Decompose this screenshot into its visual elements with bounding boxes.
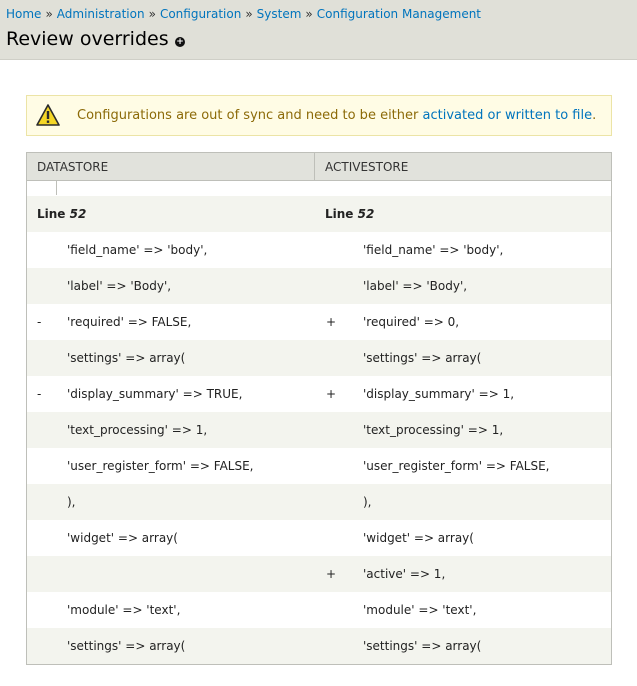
activestore-code: 'widget' => array( bbox=[363, 531, 474, 545]
breadcrumb-separator: » bbox=[148, 7, 156, 21]
table-row bbox=[27, 448, 611, 484]
activestore-code: 'text_processing' => 1, bbox=[363, 423, 504, 437]
datastore-diff-marker: - bbox=[37, 387, 42, 401]
activestore-code: 'required' => 0, bbox=[363, 315, 460, 329]
activestore-code: 'settings' => array( bbox=[363, 639, 482, 653]
activestore-diff-marker: + bbox=[326, 387, 337, 401]
datastore-code: 'field_name' => 'body', bbox=[67, 243, 208, 257]
table-row bbox=[27, 268, 611, 304]
line-number-row bbox=[27, 196, 611, 232]
activated-link[interactable]: activated bbox=[422, 108, 484, 123]
activestore-code: 'field_name' => 'body', bbox=[363, 243, 504, 257]
datastore-code: 'label' => 'Body', bbox=[67, 279, 172, 293]
diff-table bbox=[26, 152, 612, 665]
datastore-code: 'settings' => array( bbox=[67, 351, 186, 365]
activestore-code: 'display_summary' => 1, bbox=[363, 387, 515, 401]
activestore-header: ACTIVESTORE bbox=[325, 160, 409, 174]
breadcrumb bbox=[6, 7, 481, 21]
datastore-code: 'user_register_form' => FALSE, bbox=[67, 459, 254, 473]
breadcrumb-configuration-management[interactable]: Configuration Management bbox=[316, 7, 482, 21]
table-row bbox=[27, 628, 611, 664]
table-row bbox=[27, 556, 611, 592]
breadcrumb-configuration[interactable]: Configuration bbox=[159, 7, 242, 21]
breadcrumb-administration[interactable]: Administration bbox=[56, 7, 145, 21]
table-row bbox=[27, 304, 611, 340]
page-header bbox=[0, 0, 637, 60]
warning-icon bbox=[36, 104, 60, 126]
written-to-file-link[interactable]: written to file bbox=[504, 108, 593, 123]
activestore-code: 'active' => 1, bbox=[363, 567, 446, 581]
activestore-code: 'user_register_form' => FALSE, bbox=[363, 459, 550, 473]
warning-text bbox=[77, 108, 596, 123]
add-shortcut-icon[interactable]: + bbox=[176, 37, 184, 47]
warning-period: . bbox=[592, 108, 597, 123]
page-title: Review overrides bbox=[6, 28, 169, 50]
table-row bbox=[27, 412, 611, 448]
table-row bbox=[27, 232, 611, 268]
datastore-code: 'widget' => array( bbox=[67, 531, 178, 545]
datastore-header: DATASTORE bbox=[37, 160, 109, 174]
datastore-code: ), bbox=[67, 495, 76, 509]
table-row bbox=[27, 376, 611, 412]
or-link-text[interactable]: or bbox=[487, 108, 501, 123]
activestore-line-number: Line 52 bbox=[325, 207, 375, 221]
datastore-code: 'module' => 'text', bbox=[67, 603, 181, 617]
activestore-code: 'module' => 'text', bbox=[363, 603, 477, 617]
header-divider bbox=[314, 153, 315, 180]
datastore-diff-marker: - bbox=[37, 315, 42, 329]
datastore-code: 'settings' => array( bbox=[67, 639, 186, 653]
table-row bbox=[27, 592, 611, 628]
table-header bbox=[27, 153, 611, 181]
breadcrumb-separator: » bbox=[45, 7, 53, 21]
datastore-code: 'required' => FALSE, bbox=[67, 315, 192, 329]
activestore-diff-marker: + bbox=[326, 567, 337, 581]
breadcrumb-system[interactable]: System bbox=[256, 7, 302, 21]
activestore-code: ), bbox=[363, 495, 372, 509]
activestore-code: 'label' => 'Body', bbox=[363, 279, 468, 293]
datastore-code: 'text_processing' => 1, bbox=[67, 423, 208, 437]
activestore-diff-marker: + bbox=[326, 315, 337, 329]
table-row bbox=[27, 520, 611, 556]
table-row bbox=[27, 484, 611, 520]
breadcrumb-separator: » bbox=[245, 7, 253, 21]
breadcrumb-separator: » bbox=[305, 7, 313, 21]
warning-message-text: Configurations are out of sync and need to be either bbox=[77, 108, 419, 123]
datastore-line-number: Line 52 bbox=[37, 207, 87, 221]
warning-message bbox=[26, 95, 612, 136]
diff-spacer bbox=[56, 181, 57, 195]
activestore-code: 'settings' => array( bbox=[363, 351, 482, 365]
breadcrumb-home[interactable]: Home bbox=[6, 7, 42, 21]
datastore-code: 'display_summary' => TRUE, bbox=[67, 387, 243, 401]
table-row bbox=[27, 340, 611, 376]
